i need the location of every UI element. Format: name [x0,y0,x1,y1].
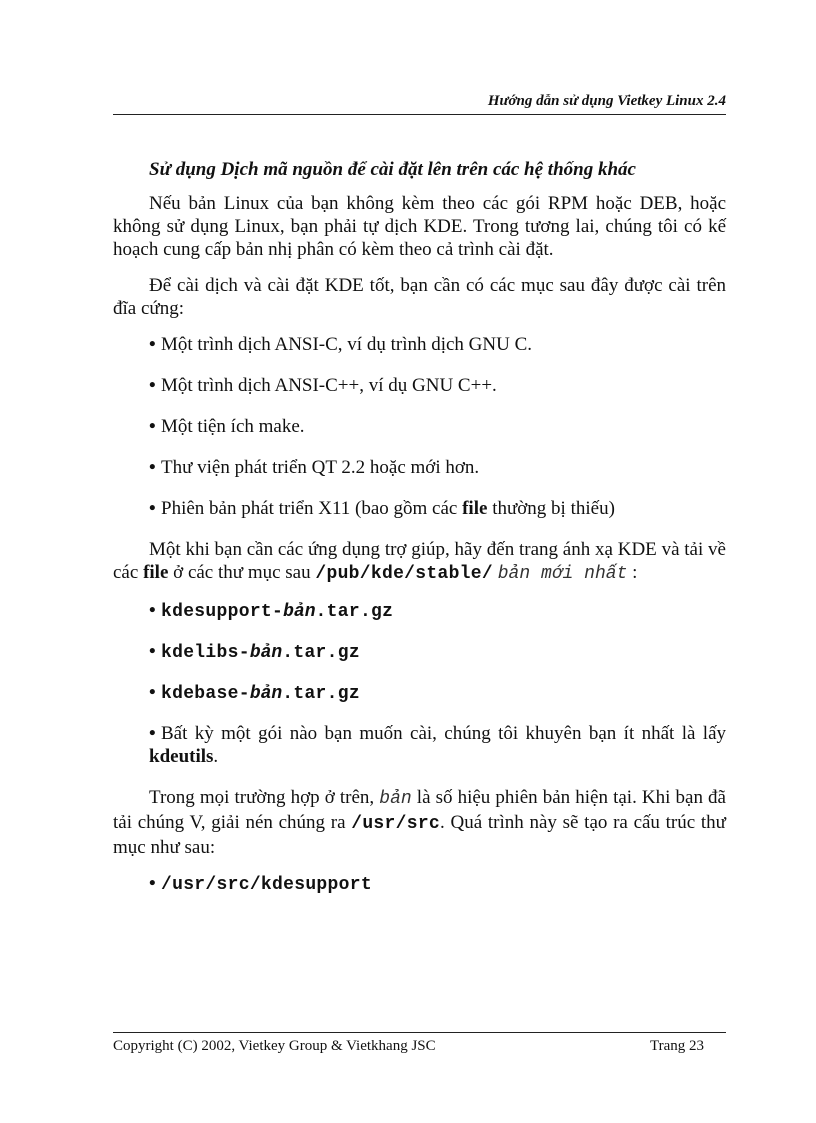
list-item: • Một tiện ích make. [149,416,305,437]
list-item: • Bất kỳ một gói nào bạn muốn cài, chúng tôi khuyên bạn ít nhất là lấy kdeutils. [149,723,726,767]
bullet-icon: • [149,375,156,396]
bullet-icon: • [149,600,156,621]
list-item: • Một trình dịch ANSI-C++, ví dụ GNU C++. [149,375,497,396]
bullet-icon: • [149,334,156,355]
page-footer [113,1032,726,1055]
section-title: Sử dụng Dịch mã nguồn để cài đặt lên trên các hệ thống khác [149,159,636,180]
paragraph-extract: Trong mọi trường hợp ở trên, bản là số hiệu phiên bản hiện tại. Khi bạn đã tải chúng V, giải nén chúng ra /usr/src. Quá trình này sẽ tạo ra cấu trúc thư mục như sau: [113,787,726,858]
list-item: • Một trình dịch ANSI-C, ví dụ trình dịch GNU C. [149,334,533,355]
path-text: /usr/src [351,814,441,834]
path-text: /pub/kde/stable/ [315,564,493,584]
bullet-icon: • [149,682,156,703]
list-item: • kdesupport-bản.tar.gz [149,600,394,622]
version-placeholder: bản [379,789,412,809]
list-item: • kdelibs-bản.tar.gz [149,641,360,663]
list-item: • kdebase-bản.tar.gz [149,682,360,704]
bullet-icon: • [149,457,156,478]
page-header [113,92,726,115]
page-content [113,158,726,915]
paragraph-intro: Nếu bản Linux của bạn không kèm theo các gói RPM hoặc DEB, hoặc không sử dụng Linux, bạn phải tự dịch KDE. Trong tương lai, chúng tôi có kế hoạch cung cấp bản nhị phân có kèm theo cả trình cài đặt. [113,193,726,260]
list-item: • /usr/src/kdesupport [149,873,372,895]
list-item: • Phiên bản phát triển X11 (bao gồm các file thường bị thiếu) [149,498,615,519]
list-item: • Thư viện phát triển QT 2.2 hoặc mới hơn. [149,457,480,478]
bullet-icon: • [149,416,156,437]
bullet-icon: • [149,498,156,519]
bullet-icon: • [149,641,156,662]
footer-copyright: Copyright (C) 2002, Vietkey Group & Vietkhang JSC [113,1038,436,1054]
version-placeholder: bản mới nhất [497,564,628,584]
bullet-icon: • [149,723,156,744]
header-title: Hướng dẫn sử dụng Vietkey Linux 2.4 [487,93,726,109]
paragraph-download: Một khi bạn cần các ứng dụng trợ giúp, hãy đến trang ánh xạ KDE và tải về các file ở các thư mục sau /pub/kde/stable/ bản mới nhất : [113,539,726,584]
footer-page-number: Trang 23 [649,1038,704,1054]
paragraph-requirements: Để cài dịch và cài đặt KDE tốt, bạn cần có các mục sau đây được cài trên đĩa cứng: [113,275,726,319]
bullet-icon: • [149,873,156,894]
